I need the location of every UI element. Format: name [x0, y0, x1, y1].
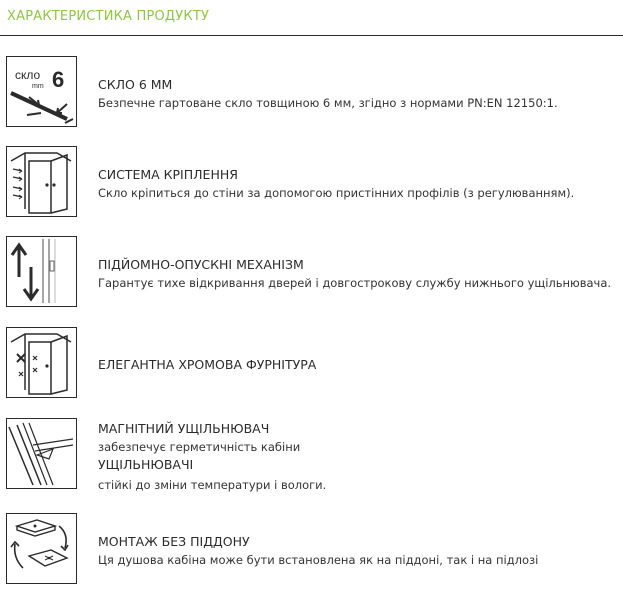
feature-subtitle: УЩІЛЬНЮВАЧІ	[98, 457, 194, 472]
feature-magnetic-seal	[6, 418, 616, 492]
feature-chrome-fittings	[6, 327, 616, 397]
feature-description: забезпечує герметичність кабіни	[98, 440, 301, 454]
section-title: ХАРАКТЕРИСТИКА ПРОДУКТУ	[7, 9, 210, 24]
feature-description: Скло кріпиться до стіни за допомогою пристінних профілів (з регулюванням).	[98, 186, 575, 200]
glass-thickness-icon	[6, 56, 77, 127]
feature-glass	[6, 56, 616, 126]
feature-title: СКЛО 6 ММ	[98, 77, 173, 92]
feature-title: МОНТАЖ БЕЗ ПІДДОНУ	[98, 534, 250, 549]
lift-mechanism-icon	[6, 236, 77, 307]
feature-title: СИСТЕМА КРІПЛЕННЯ	[98, 167, 238, 182]
chrome-fittings-icon	[6, 327, 77, 398]
feature-title: МАГНІТНИЙ УЩІЛЬНЮВАЧ	[98, 421, 270, 436]
icon-glass-label: скло	[15, 68, 41, 82]
section-header	[0, 0, 623, 36]
feature-description: Ця душова кабіна може бути встановлена як на піддоні, так і на підлозі	[98, 553, 539, 567]
feature-description: Гарантує тихе відкривання дверей і довгострокову службу нижнього ущільнювача.	[98, 276, 612, 290]
no-tray-install-icon	[6, 513, 77, 584]
icon-glass-value: 6	[52, 67, 65, 92]
feature-lift-mechanism	[6, 236, 616, 306]
feature-no-tray-install	[6, 513, 616, 583]
magnetic-seal-icon	[6, 418, 77, 489]
wall-mount-icon	[6, 146, 77, 217]
feature-description: Безпечне гартоване скло товщиною 6 мм, згідно з нормами PN:EN 12150:1.	[98, 96, 558, 110]
feature-title: ПІДЙОМНО-ОПУСКНІ МЕХАНІЗМ	[98, 257, 304, 272]
feature-subdescription: стійкі до зміни температури і вологи.	[98, 478, 327, 492]
feature-mounting-system	[6, 146, 616, 216]
feature-title: ЕЛЕГАНТНА ХРОМОВА ФУРНІТУРА	[98, 357, 317, 372]
icon-glass-unit: mm	[32, 83, 44, 90]
